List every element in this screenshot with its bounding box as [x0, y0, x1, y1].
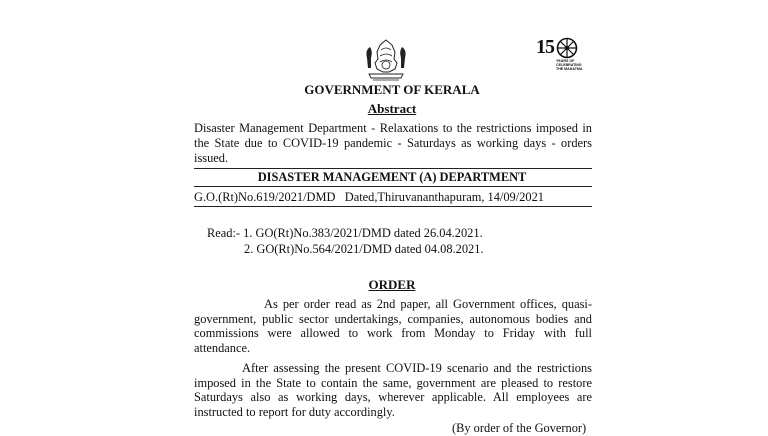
middle-divider — [194, 186, 592, 187]
order-heading: ORDER — [368, 277, 416, 292]
top-divider — [194, 168, 592, 169]
read-reference-1: Read:- 1. GO(Rt)No.383/2021/DMD dated 26.04.2021. — [207, 226, 483, 240]
bottom-divider — [194, 206, 592, 207]
department-title: DISASTER MANAGEMENT (A) DEPARTMENT — [257, 170, 527, 184]
order-paragraph-2: After assessing the present COVID-19 scenario and the restrictions imposed in the State to contain the same, government are pleased to restore Saturdays also as working days, wherever applicable. All employees are instructed to report for duty accordingly. — [194, 361, 592, 419]
read-reference-2: 2. GO(Rt)No.564/2021/DMD dated 04.08.2021. — [244, 242, 484, 256]
kerala-emblem-icon — [361, 38, 411, 84]
government-title: GOVERNMENT OF KERALA — [304, 82, 480, 97]
signature-line: (By order of the Governor) — [452, 421, 587, 435]
order-paragraph-1: As per order read as 2nd paper, all Government offices, quasi-government, public sector undertakings, companies, autonomous bodies and commissions were allowed to work from Monday to Friday with full attendance. — [194, 297, 592, 355]
subject-text: Disaster Management Department - Relaxations to the restrictions imposed in the State due to COVID-19 pandemic - Saturdays as working days - orders issued. — [194, 121, 592, 165]
abstract-heading: Abstract — [367, 101, 417, 116]
gandhi-150-numeral: 15 — [536, 36, 554, 58]
charkha-icon — [556, 37, 578, 59]
go-reference: G.O.(Rt)No.619/2021/DMD Dated,Thiruvananthapuram, 14/09/2021 — [194, 190, 544, 204]
gandhi-150-years-logo — [534, 36, 586, 76]
gandhi-150-caption: YEARS OF CELEBRATING THE MAHATMA — [556, 59, 583, 71]
